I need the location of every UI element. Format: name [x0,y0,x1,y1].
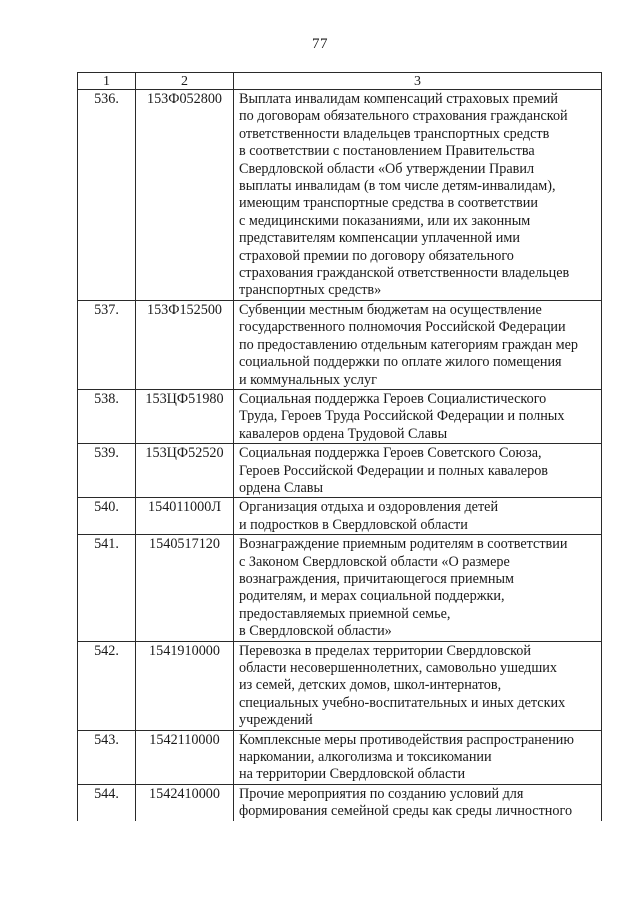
column-header-3: 3 [234,73,602,90]
budget-code-cell: 1542410000 [136,784,234,820]
description-cell [234,730,602,784]
description-line: Выплата инвалидам компенсаций страховых премий [239,91,558,107]
description-line: социальной поддержки по оплате жилого помещения [239,354,562,371]
description-line: страхования гражданской ответственности владельцев [239,265,570,282]
column-header-2: 2 [136,73,234,90]
row-number-cell: 541. [78,535,136,641]
description-line: специальных учебно-воспитательных и иных детских [239,694,566,711]
budget-code-cell: 154011000Л [136,498,234,535]
description-cell [234,498,602,535]
column-header-1: 1 [78,73,136,90]
description-line: Социальная поддержка Героев Социалистического [239,390,547,407]
description-line: в Свердловской области» [239,623,392,640]
description-line: государственного полномочия Российской Федерации [239,319,566,336]
budget-code-cell: 153ЦФ52520 [136,444,234,498]
description-line: предоставляемых приемной семье, [239,605,451,622]
description-line: учреждений [239,712,313,729]
description-line: наркомании, алкоголизма и токсикомании [239,749,492,766]
description-line: Труда, Героев Труда Российской Федерации и полных [239,408,565,425]
description-cell [234,784,602,820]
description-line: Организация отдыха и оздоровления детей [239,499,499,516]
description-line: Перевозка в пределах территории Свердловской [239,642,531,659]
description-cell [234,90,602,301]
table-row [78,90,602,301]
row-number-cell: 544. [78,784,136,820]
table-header-row [78,73,602,90]
budget-code-cell: 1540517120 [136,535,234,641]
table-row [78,300,602,389]
description-cell [234,641,602,730]
row-number-cell: 539. [78,444,136,498]
budget-codes-table [77,72,602,821]
description-line: с Законом Свердловской области «О размере [239,553,510,570]
row-number-cell: 538. [78,389,136,443]
row-number-cell: 540. [78,498,136,535]
table-row [78,498,602,535]
description-line: Социальная поддержка Героев Советского Союза, [239,445,542,462]
table-row [78,641,602,730]
description-line: вознаграждения, причитающегося приемным [239,570,514,587]
table-row [78,389,602,443]
description-line: выплаты инвалидам (в том числе детям-инвалидам), [239,178,556,195]
description-cell [234,444,602,498]
description-line: на территории Свердловской области [239,766,466,783]
description-cell [234,389,602,443]
description-line: Субвенции местным бюджетам на осуществление [239,301,542,318]
description-line: ордена Славы [239,479,324,496]
row-number-cell: 536. [78,90,136,301]
description-line: страховой премии по договору обязательного [239,247,514,264]
table-row [78,535,602,641]
budget-code-cell: 153ЦФ51980 [136,389,234,443]
description-cell [234,535,602,641]
description-line: в соответствии с постановлением Правительства [239,143,535,160]
description-line: области несовершеннолетних, самовольно ушедших [239,660,557,676]
page-number: 77 [312,36,328,52]
description-cell [234,300,602,389]
budget-code-cell: 1542110000 [136,730,234,784]
description-line: из семей, детских домов, школ-интернатов, [239,677,502,694]
description-line: и коммунальных услуг [239,371,377,388]
description-line: и подростков в Свердловской области [239,516,468,533]
description-line: с медицинскими показаниями, или их законным [239,212,531,229]
description-line: ответственности владельцев транспортных средств [239,125,550,142]
table-row [78,784,602,820]
table-row [78,444,602,498]
budget-code-cell: 153Ф152500 [136,300,234,389]
table-row [78,730,602,784]
description-line: транспортных средств» [239,282,382,299]
budget-code-cell: 153Ф052800 [136,90,234,301]
description-line: Прочие мероприятия по созданию условий для [239,785,524,802]
description-line: представителям компенсации уплаченной ими [239,230,520,247]
description-line: Комплексные меры противодействия распространению [239,731,574,748]
row-number-cell: 543. [78,730,136,784]
description-line: по договорам обязательного страхования гражданской [239,108,568,125]
description-line: по предоставлению отдельным категориям граждан мер [239,336,578,353]
description-line: Вознаграждение приемным родителям в соответствии [239,536,568,553]
table-body [78,90,602,821]
description-line: имеющим транспортные средства в соответствии [239,195,538,212]
description-line: кавалеров ордена Трудовой Славы [239,425,448,442]
description-line: формирования семейной среды как среды личностного [239,803,573,820]
budget-code-cell: 1541910000 [136,641,234,730]
description-line: Героев Российской Федерации и полных кавалеров [239,462,548,479]
description-line: Свердловской области «Об утверждении Правил [239,160,535,177]
row-number-cell: 537. [78,300,136,389]
description-line: родителям, и мерах социальной поддержки, [239,588,505,605]
row-number-cell: 542. [78,641,136,730]
